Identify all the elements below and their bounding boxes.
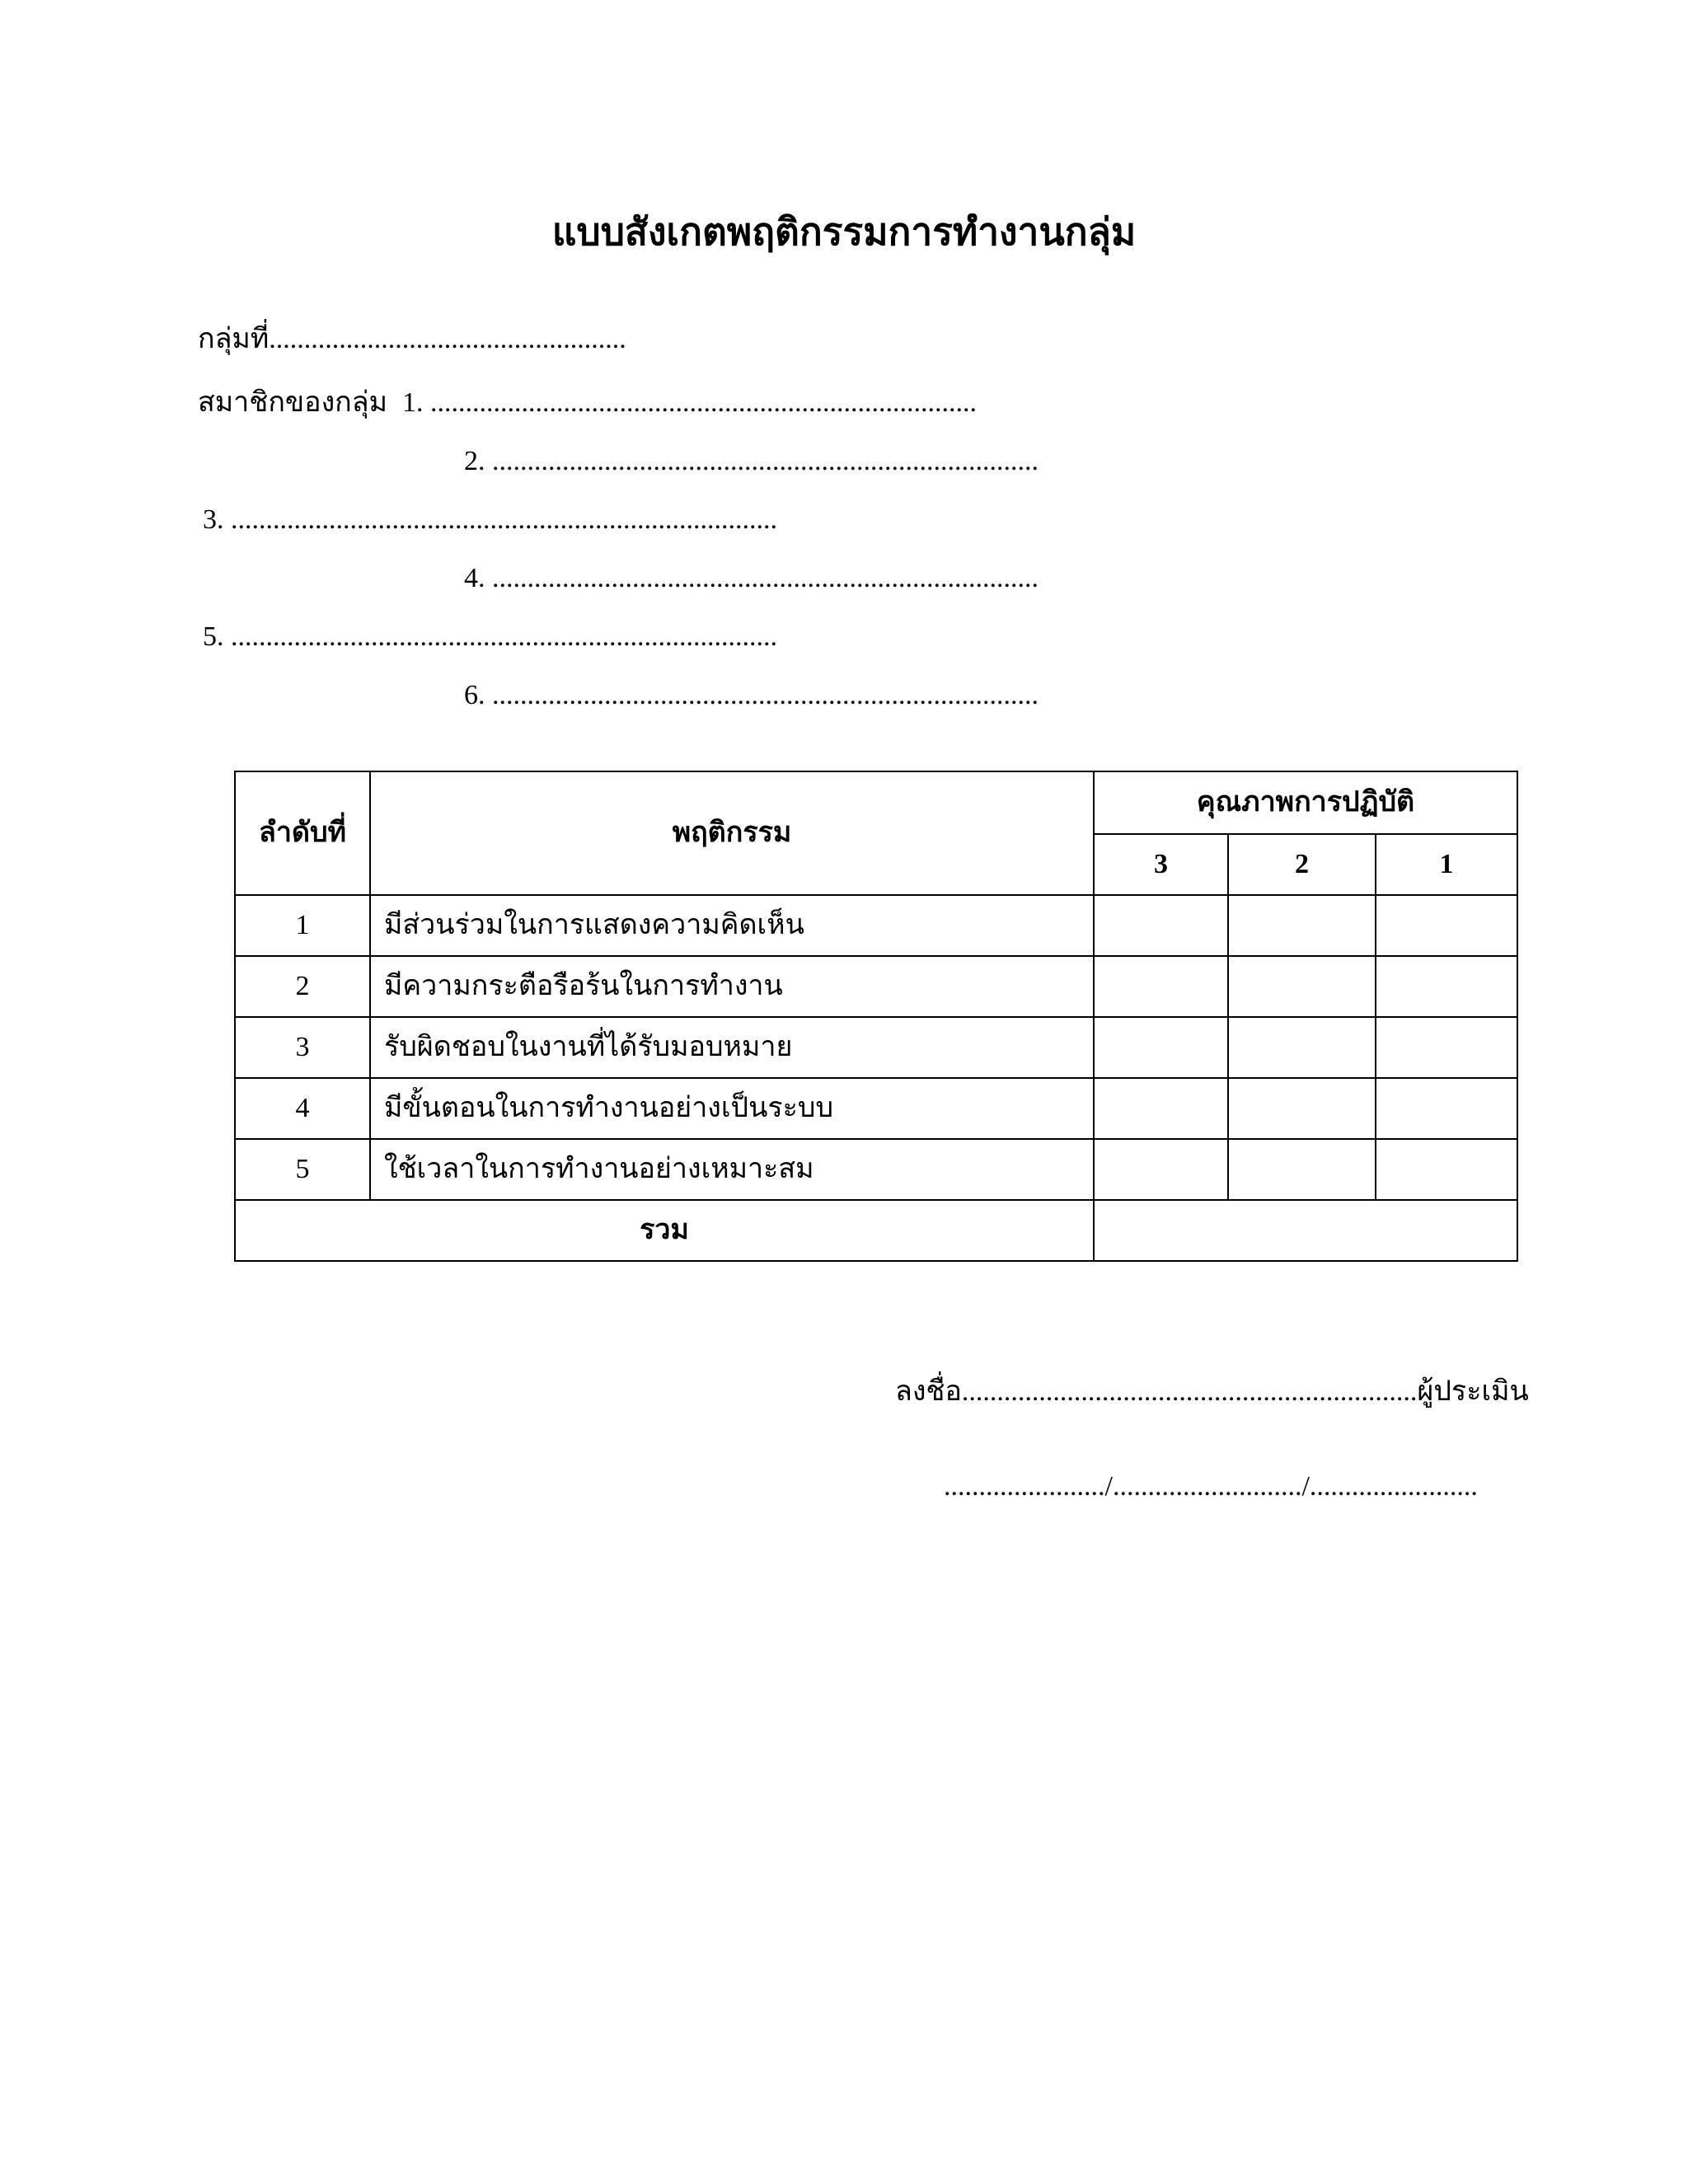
row-number: 2 xyxy=(235,956,370,1017)
behavior-cell: มีขั้นตอนในการทำงานอย่างเป็นระบบ xyxy=(370,1078,1094,1139)
total-row xyxy=(235,1200,1517,1261)
score-cell-2 xyxy=(1228,1139,1376,1200)
table-row xyxy=(235,1017,1517,1078)
row-number: 5 xyxy=(235,1139,370,1200)
behavior-cell: มีความกระตือรือร้นในการทำงาน xyxy=(370,956,1094,1017)
score-cell-1 xyxy=(1376,895,1517,956)
score-header-2: 2 xyxy=(1228,834,1376,895)
member-field-1: 1. .............................................................................. xyxy=(402,387,978,418)
group-number-field: กลุ่มที่................................................... xyxy=(198,324,626,354)
total-label: รวม xyxy=(235,1200,1094,1261)
page-title: แบบสังเกตพฤติกรรมการทำงานกลุ่ม xyxy=(551,211,1137,253)
score-cell-3 xyxy=(1094,956,1228,1017)
score-cell-1 xyxy=(1376,1139,1517,1200)
score-cell-3 xyxy=(1094,1139,1228,1200)
table-row xyxy=(235,956,1517,1017)
table-header-row xyxy=(235,771,1517,834)
table-row xyxy=(235,1139,1517,1200)
score-cell-2 xyxy=(1228,1017,1376,1078)
members-line-1 xyxy=(198,385,977,421)
score-header-3: 3 xyxy=(1094,834,1228,895)
score-cell-3 xyxy=(1094,1017,1228,1078)
table-row xyxy=(235,1078,1517,1139)
member-field-2: 2. .............................................................................. xyxy=(464,446,1039,476)
behavior-observation-table xyxy=(234,771,1518,1262)
members-label: สมาชิกของกลุ่ม xyxy=(198,387,388,418)
total-value-cell xyxy=(1094,1200,1517,1261)
col-behavior-header: พฤติกรรม xyxy=(370,771,1094,895)
score-cell-1 xyxy=(1376,1017,1517,1078)
score-header-1: 1 xyxy=(1376,834,1517,895)
row-number: 1 xyxy=(235,895,370,956)
score-cell-3 xyxy=(1094,895,1228,956)
row-number: 4 xyxy=(235,1078,370,1139)
score-cell-1 xyxy=(1376,1078,1517,1139)
member-field-4: 4. .............................................................................. xyxy=(464,563,1039,593)
row-number: 3 xyxy=(235,1017,370,1078)
col-order-header: ลำดับที่ xyxy=(235,771,370,895)
member-field-6: 6. .............................................................................. xyxy=(464,680,1039,710)
score-cell-3 xyxy=(1094,1078,1228,1139)
member-field-5: 5. .............................................................................. xyxy=(203,621,777,652)
behavior-cell: มีส่วนร่วมในการแสดงความคิดเห็น xyxy=(370,895,1094,956)
signature-line: ลงชื่อ.................................................................ผู้ประเมิน xyxy=(895,1376,1529,1407)
score-cell-2 xyxy=(1228,895,1376,956)
score-cell-1 xyxy=(1376,956,1517,1017)
member-field-3: 3. .............................................................................. xyxy=(203,504,777,535)
date-line: ......................./.........................../........................ xyxy=(944,1471,1478,1502)
col-quality-header: คุณภาพการปฏิบัติ xyxy=(1094,771,1517,834)
table-row xyxy=(235,895,1517,956)
score-cell-2 xyxy=(1228,956,1376,1017)
score-cell-2 xyxy=(1228,1078,1376,1139)
behavior-cell: รับผิดชอบในงานที่ได้รับมอบหมาย xyxy=(370,1017,1094,1078)
behavior-cell: ใช้เวลาในการทำงานอย่างเหมาะสม xyxy=(370,1139,1094,1200)
